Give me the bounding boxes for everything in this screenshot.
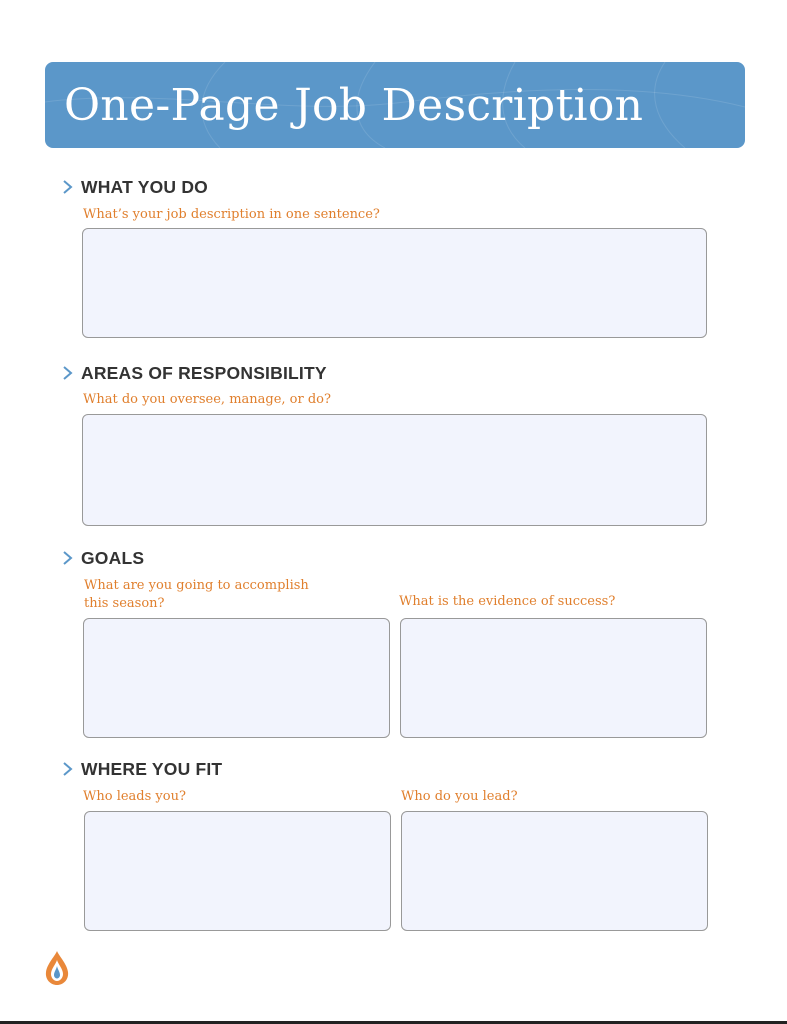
evidence-field[interactable] <box>400 618 707 738</box>
prompt-job-description: What’s your job description in one sentence? <box>83 207 380 222</box>
chevron-right-icon <box>62 365 74 381</box>
section-heading-where-you-fit <box>62 758 222 780</box>
prompt-goals-accomplish-line1: What are you going to accomplish <box>84 578 309 593</box>
job-description-field[interactable] <box>82 228 707 338</box>
section-heading-what-you-do <box>62 176 208 198</box>
flame-drop-logo-icon <box>44 950 70 986</box>
section-heading-areas-of-responsibility <box>62 362 327 384</box>
goals-field[interactable] <box>83 618 390 738</box>
who-do-you-lead-field[interactable] <box>401 811 708 931</box>
responsibilities-field[interactable] <box>82 414 707 526</box>
prompt-evidence-of-success: What is the evidence of success? <box>399 594 616 609</box>
chevron-right-icon <box>62 761 74 777</box>
chevron-right-icon <box>62 550 74 566</box>
section-title: GOALS <box>81 547 145 568</box>
section-title: AREAS OF RESPONSIBILITY <box>81 362 327 383</box>
prompt-responsibilities: What do you oversee, manage, or do? <box>83 392 331 407</box>
prompt-who-leads-you: Who leads you? <box>83 789 186 804</box>
page-title: One-Page Job Description <box>64 80 644 131</box>
chevron-right-icon <box>62 179 74 195</box>
who-leads-you-field[interactable] <box>84 811 391 931</box>
section-heading-goals <box>62 547 144 569</box>
prompt-goals-accomplish-line2: this season? <box>84 596 165 611</box>
section-title: WHAT YOU DO <box>81 176 208 197</box>
prompt-who-do-you-lead: Who do you lead? <box>401 789 518 804</box>
header-banner <box>45 62 745 148</box>
section-title: WHERE YOU FIT <box>81 758 223 779</box>
